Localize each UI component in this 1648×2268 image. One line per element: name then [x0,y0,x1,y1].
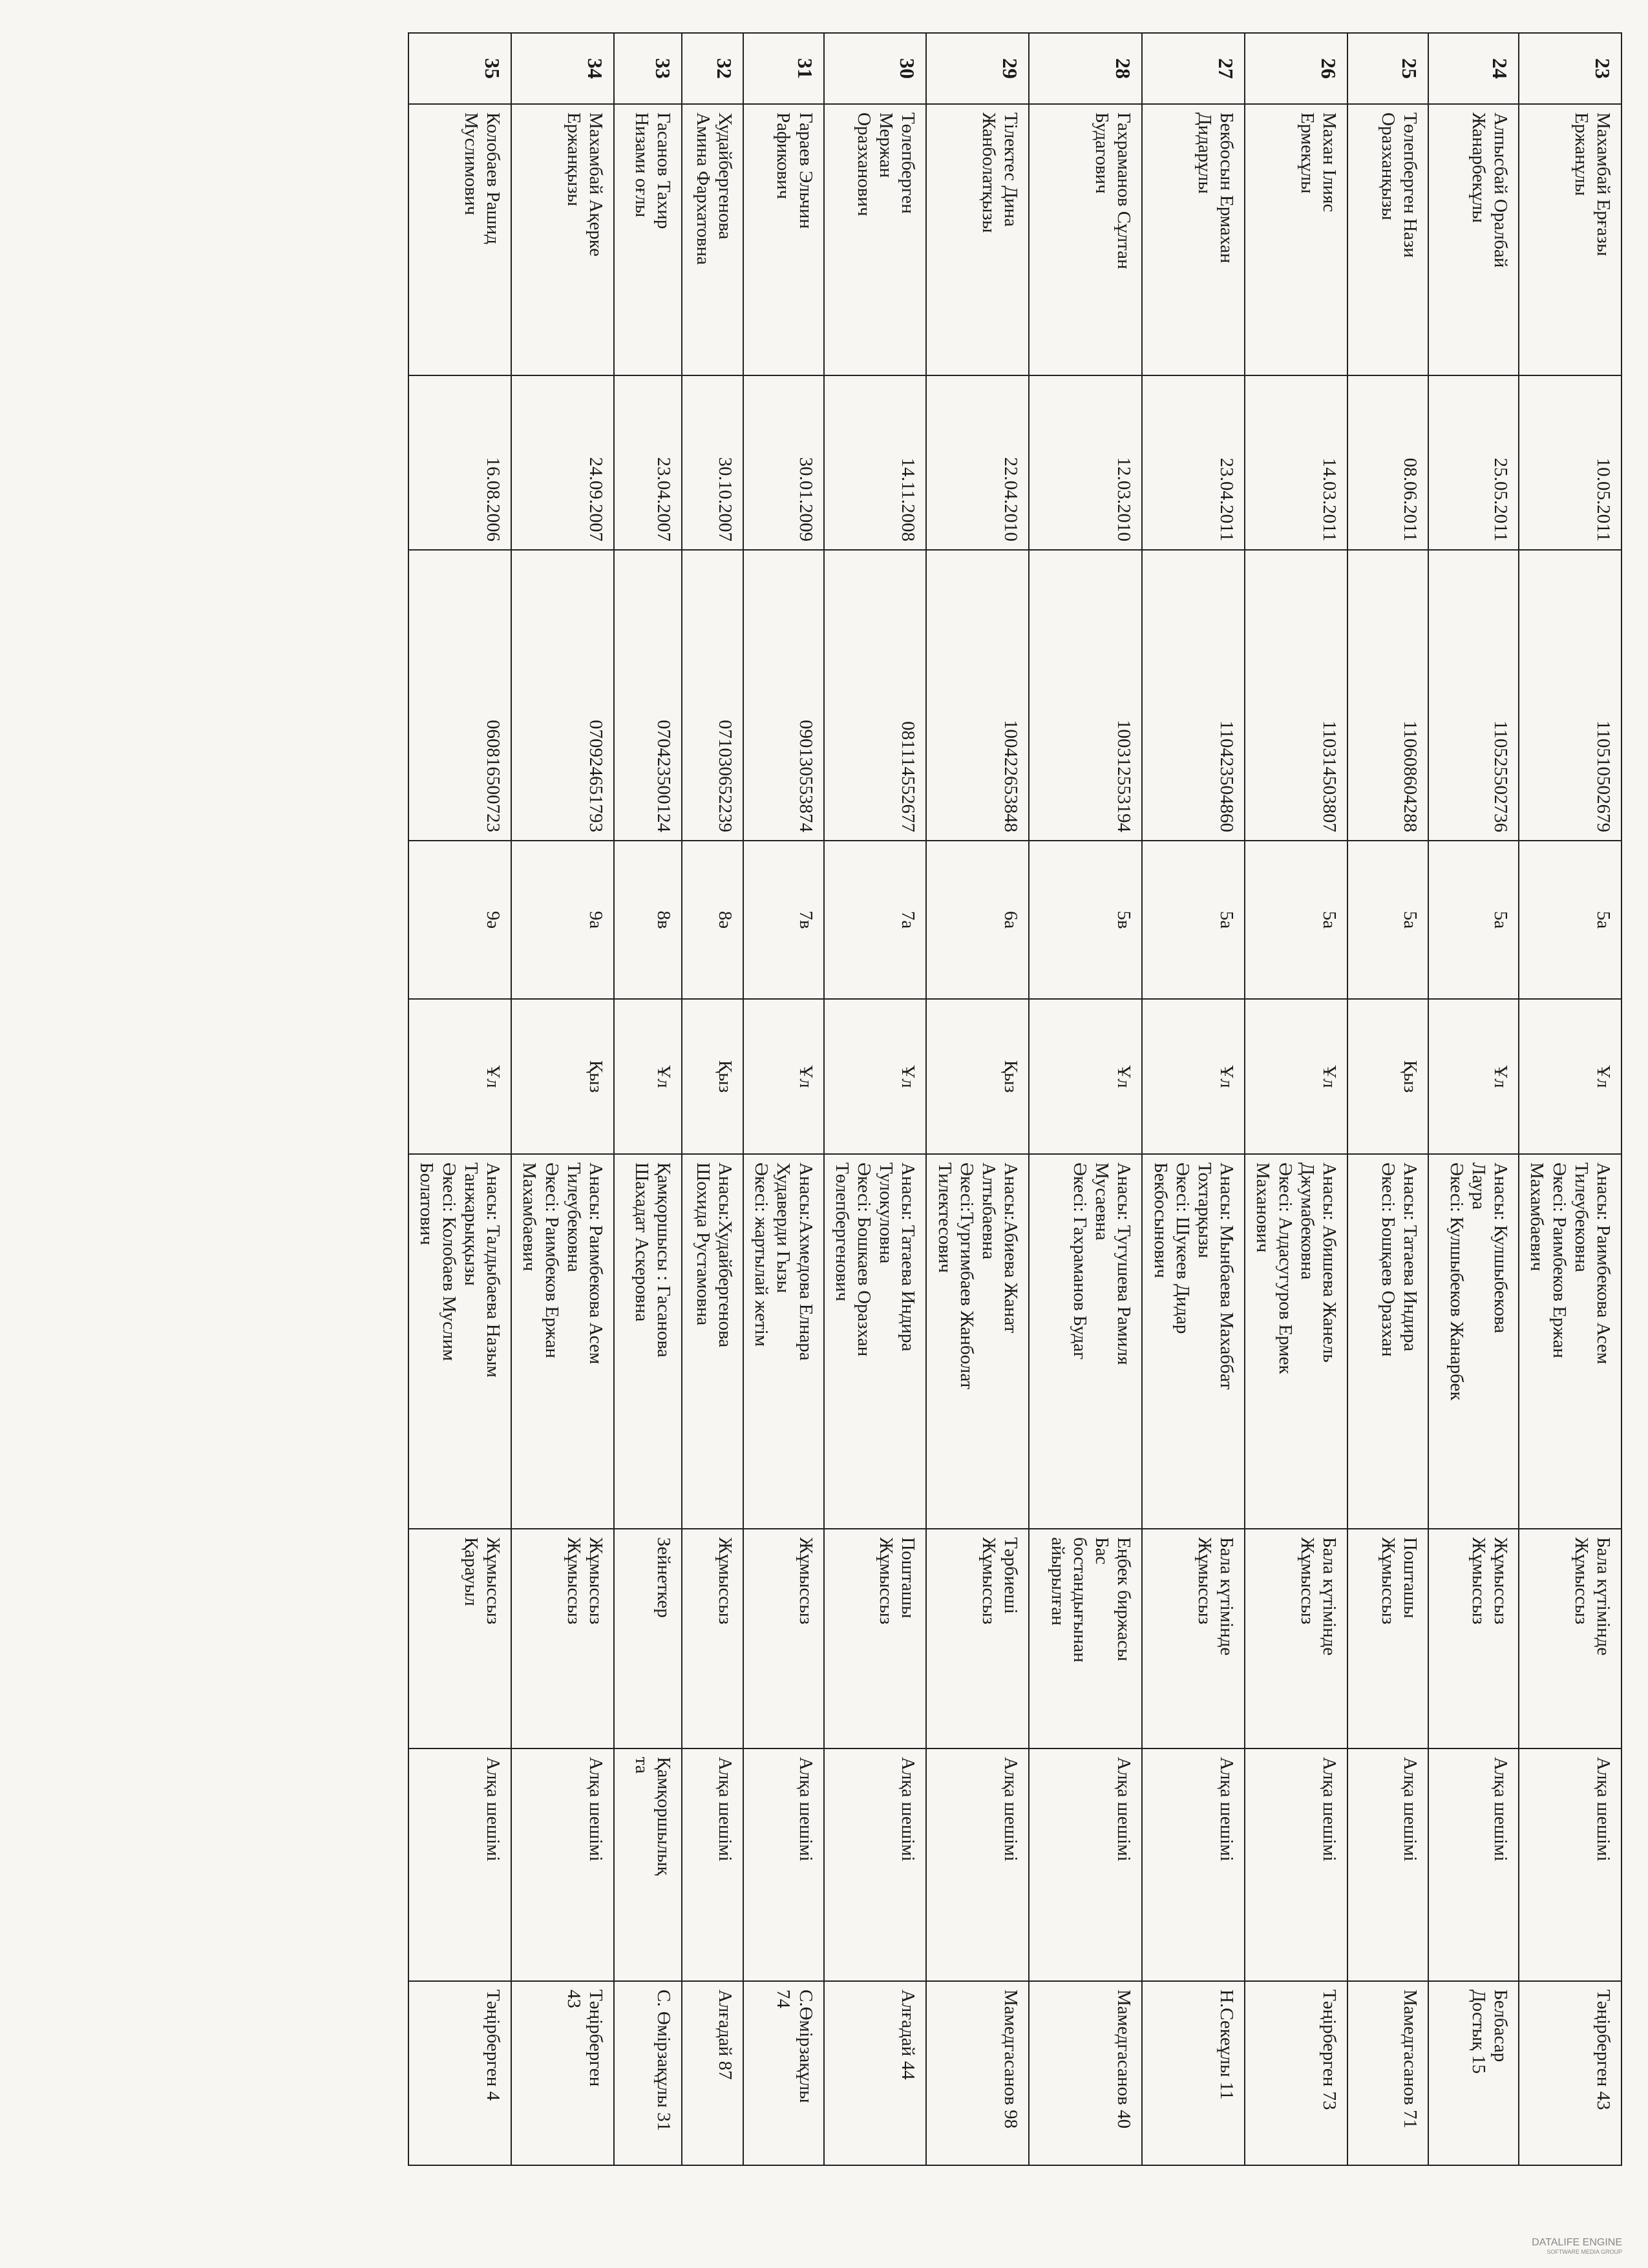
cell-parents: Анасы: Кулшыбекова Лаура Әкесі: Кулшыбеков Жанарбек [1428,1154,1519,1529]
cell-sex: Ұл [1142,999,1245,1154]
table-row [1347,33,1428,2165]
cell-class: 9ә [408,841,511,999]
cell-sex: Ұл [1428,999,1519,1154]
table-row [1245,33,1347,2165]
cell-basis: Алқа шешімі [824,1748,927,1981]
cell-num: 35 [408,33,511,104]
table-row [927,33,1030,2165]
cell-name: Колобаев Рашид Муслимович [408,104,511,375]
cell-employment: Жұмыссыз [682,1529,743,1748]
cell-iin: 070924651793 [511,550,614,841]
cell-address: Н.Секеұлы 11 [1142,1981,1245,2165]
cell-employment: Жұмыссыз Қарауыл [408,1529,511,1748]
cell-iin: 100422653848 [927,550,1030,841]
cell-class: 8ә [682,841,743,999]
cell-class: 5в [1029,841,1142,999]
cell-class: 5а [1519,841,1622,999]
cell-num: 25 [1347,33,1428,104]
cell-num: 31 [743,33,824,104]
cell-parents: Анасы:Худайбергенова Шохида Рустамовна [682,1154,743,1529]
cell-iin: 100312553194 [1029,550,1142,841]
cell-name: Махамбай Ерғазы Ержанұлы [1519,104,1622,375]
cell-name: Төлепберген Нази Оразханқызы [1347,104,1428,375]
table-row [1519,33,1622,2165]
cell-parents: Анасы: Раимбекова Асем Тилеубековна Әкесі: Раимбеков Ержан Махамбаевич [511,1154,614,1529]
cell-employment: Бала күтімінде Жұмыссыз [1142,1529,1245,1748]
cell-name: Худайбергенова Амина Фархатовна [682,104,743,375]
cell-sex: Ұл [1029,999,1142,1154]
table-row [824,33,927,2165]
cell-basis: Қамқоршылық та [614,1748,682,1981]
cell-iin: 060816500723 [408,550,511,841]
cell-class: 7а [824,841,927,999]
cell-address: Белбасар Достық 15 [1428,1981,1519,2165]
cell-address: Тәңірберген 73 [1245,1981,1347,2165]
cell-dob: 30.10.2007 [682,375,743,550]
table-body [408,33,1622,2165]
cell-name: Гахраманов Сұлтан Будагович [1029,104,1142,375]
cell-parents: Анасы: Татаева Индира Тулокуловна Әкесі: Бошкаев Оразхан Төлепбергенович [824,1154,927,1529]
cell-name: Махамбай Ақерке Ержанқызы [511,104,614,375]
cell-class: 9а [511,841,614,999]
cell-iin: 110525502736 [1428,550,1519,841]
cell-parents: Анасы: Абишева Жанель Джумабековна Әкесі: Алдасугуров Ермек Маханович [1245,1154,1347,1529]
cell-basis: Алқа шешімі [1428,1748,1519,1981]
cell-iin: 110608604288 [1347,550,1428,841]
table-row [1428,33,1519,2165]
cell-sex: Ұл [614,999,682,1154]
cell-basis: Алқа шешімі [1519,1748,1622,1981]
cell-sex: Ұл [824,999,927,1154]
cell-basis: Алқа шешімі [1029,1748,1142,1981]
cell-basis: Алқа шешімі [743,1748,824,1981]
cell-sex: Ұл [408,999,511,1154]
cell-parents: Анасы:Абиева Жанат Алтыбаевна Әкесі:Тургимбаев Жанболат Тилектесович [927,1154,1030,1529]
cell-address: С.Өмірзақұлы 74 [743,1981,824,2165]
cell-sex: Ұл [1519,999,1622,1154]
cell-employment: Жұмыссыз Жұмыссыз [511,1529,614,1748]
cell-employment: Еңбек биржасы Бас бостандығынан айырылған [1029,1529,1142,1748]
cell-sex: Қыз [511,999,614,1154]
cell-iin: 110423504860 [1142,550,1245,841]
cell-parents: Қамқоршысы : Гасанова Шахадат Аскеровна [614,1154,682,1529]
cell-num: 23 [1519,33,1622,104]
cell-dob: 30.01.2009 [743,375,824,550]
cell-sex: Қыз [1347,999,1428,1154]
watermark-subtext: SOFTWARE MEDIA GROUP [1547,2249,1622,2255]
cell-sex: Қыз [927,999,1030,1154]
cell-dob: 08.06.2011 [1347,375,1428,550]
cell-basis: Алқа шешімі [511,1748,614,1981]
cell-name: Алпысбай Оралбай Жанарбекұлы [1428,104,1519,375]
cell-basis: Алқа шешімі [1245,1748,1347,1981]
cell-num: 27 [1142,33,1245,104]
cell-dob: 12.03.2010 [1029,375,1142,550]
cell-dob: 24.09.2007 [511,375,614,550]
cell-sex: Қыз [682,999,743,1154]
cell-name: Махан Ілияс Ермекұлы [1245,104,1347,375]
cell-employment: Пошташы Жұмыссыз [1347,1529,1428,1748]
table-row [614,33,682,2165]
cell-iin: 090130553874 [743,550,824,841]
watermark-text: DATALIFE ENGINE [1532,2237,1622,2248]
cell-dob: 22.04.2010 [927,375,1030,550]
cell-employment: Пошташы Жұмыссыз [824,1529,927,1748]
cell-class: 5а [1347,841,1428,999]
cell-parents: Анасы: Тугушева Рамиля Мусаевна Әкесі: Гахраманов Будаг [1029,1154,1142,1529]
cell-class: 6а [927,841,1030,999]
cell-employment: Жұмыссыз [743,1529,824,1748]
cell-class: 7в [743,841,824,999]
cell-num: 34 [511,33,614,104]
cell-iin: 070423500124 [614,550,682,841]
cell-basis: Алқа шешімі [1142,1748,1245,1981]
table-row [408,33,511,2165]
cell-basis: Алқа шешімі [927,1748,1030,1981]
cell-address: Тәңірберген 43 [511,1981,614,2165]
cell-dob: 10.05.2011 [1519,375,1622,550]
cell-iin: 110510502679 [1519,550,1622,841]
cell-parents: Анасы: Раимбекова Асем Тилеубековна Әкесі: Раимбеков Ержан Махамбаевич [1519,1154,1622,1529]
table-row [743,33,824,2165]
cell-class: 5а [1428,841,1519,999]
table-row [1029,33,1142,2165]
table-row [682,33,743,2165]
cell-num: 24 [1428,33,1519,104]
cell-employment: Зейнеткер [614,1529,682,1748]
cell-address: Алғадай 44 [824,1981,927,2165]
datalife-engine-watermark [1532,2237,1622,2255]
cell-name: Гасанов Тахир Низами оғлы [614,104,682,375]
cell-address: Алғадай 87 [682,1981,743,2165]
cell-address: Мамедгасанов 40 [1029,1981,1142,2165]
cell-num: 33 [614,33,682,104]
cell-parents: Анасы: Талдыбаева Назым Танжарыққызы Әкесі: Колобаев Муслим Болатович [408,1154,511,1529]
cell-class: 8в [614,841,682,999]
cell-name: Бекбосын Ермахан Дидарұлы [1142,104,1245,375]
cell-employment: Тәрбиеші Жұмыссыз [927,1529,1030,1748]
cell-basis: Алқа шешімі [408,1748,511,1981]
cell-num: 30 [824,33,927,104]
cell-address: Тәңірберген 43 [1519,1981,1622,2165]
cell-dob: 25.05.2011 [1428,375,1519,550]
cell-dob: 14.11.2008 [824,375,927,550]
cell-employment: Жұмыссыз Жұмыссыз [1428,1529,1519,1748]
cell-parents: Анасы: Мынбаева Махаббат Тохтарқызы Әкесі: Шукеев Дидар Бекбосынович [1142,1154,1245,1529]
cell-iin: 081114552677 [824,550,927,841]
cell-basis: Алқа шешімі [682,1748,743,1981]
cell-iin: 110314503807 [1245,550,1347,841]
cell-num: 29 [927,33,1030,104]
cell-dob: 23.04.2007 [614,375,682,550]
cell-name: Төлепберген Мержан Оразханович [824,104,927,375]
cell-num: 32 [682,33,743,104]
cell-name: Тілектес Дина Жанболатқызы [927,104,1030,375]
cell-num: 26 [1245,33,1347,104]
cell-iin: 071030652239 [682,550,743,841]
cell-sex: Ұл [1245,999,1347,1154]
cell-address: Мамедгасанов 71 [1347,1981,1428,2165]
cell-num: 28 [1029,33,1142,104]
cell-basis: Алқа шешімі [1347,1748,1428,1981]
cell-employment: Бала күтімінде Жұмыссыз [1519,1529,1622,1748]
cell-dob: 16.08.2006 [408,375,511,550]
cell-address: Мамедгасанов 98 [927,1981,1030,2165]
table-row [1142,33,1245,2165]
cell-employment: Бала күтімінде Жұмыссыз [1245,1529,1347,1748]
cell-dob: 23.04.2011 [1142,375,1245,550]
student-register-table [408,32,1622,2166]
cell-parents: Анасы:Ахмедова Елнара Худаверди Гызы Әкесі: жартылай жетім [743,1154,824,1529]
cell-class: 5а [1245,841,1347,999]
cell-name: Гараев Эльчин Рафикович [743,104,824,375]
cell-parents: Анасы: Татаева Индира Әкесі: Бошқаев Оразхан [1347,1154,1428,1529]
cell-dob: 14.03.2011 [1245,375,1347,550]
table-row [511,33,614,2165]
cell-address: С. Өмірзақұлы 31 [614,1981,682,2165]
cell-sex: Ұл [743,999,824,1154]
cell-class: 5а [1142,841,1245,999]
cell-address: Тәңірберген 4 [408,1981,511,2165]
